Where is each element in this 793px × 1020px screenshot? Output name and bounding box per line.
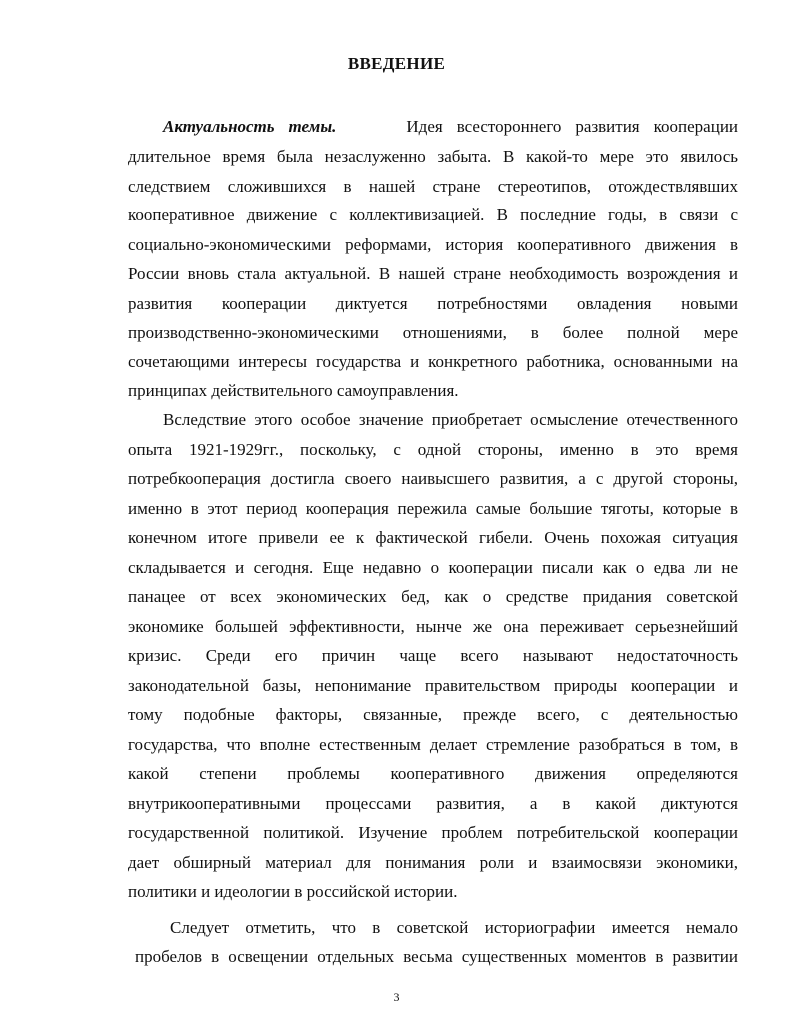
text-line: России вновь стала актуальной. В нашей стране необходимость возрождения и — [128, 264, 738, 283]
text-line: экономике большей эффективности, нынче же она переживает серьезнейший — [128, 617, 738, 636]
text-line: Вследствие этого особое значение приобретает осмысление отечественного — [163, 410, 738, 429]
text-line: Идея всестороннего развития кооперации — [406, 117, 739, 136]
page-number: 3 — [393, 990, 400, 1004]
page-title: ВВЕДЕНИЕ — [347, 54, 446, 73]
text-line: опыта 1921-1929гг., поскольку, с одной стороны, именно в это время — [128, 440, 738, 459]
text-line: какой степени проблемы кооперативного движения определяются — [128, 764, 738, 783]
paragraph-1-line-1 — [163, 117, 738, 137]
text-line: следствием сложившихся в нашей стране стереотипов, отождествлявших — [128, 177, 738, 196]
text-line: сочетающими интересы государства и конкретного работника, основанными на — [128, 352, 738, 371]
text-line: производственно-экономическими отношениями, в более полной мере — [128, 323, 738, 342]
text-line: принципах действительного самоуправления. — [128, 381, 459, 400]
text-line: тому подобные факторы, связанные, прежде всего, с деятельностью — [128, 705, 738, 724]
paragraph-lead: Актуальность темы. — [163, 117, 337, 136]
text-line: Следует отметить, что в советской историографии имеется немало — [170, 918, 738, 937]
text-line: длительное время была незаслуженно забыта. В какой-то мере это явилось — [128, 147, 738, 166]
text-line: развития кооперации диктуется потребностями овладения новыми — [128, 294, 738, 313]
text-line: кооперативное движение с коллективизацией. В последние годы, в связи с — [128, 205, 738, 224]
text-line: государства, что вполне естественным делает стремление разобраться в том, в — [128, 735, 738, 754]
text-line: законодательной базы, непонимание правительством природы кооперации и — [128, 676, 738, 695]
text-line: государственной политикой. Изучение проблем потребительской кооперации — [128, 823, 738, 842]
text-line: политики и идеологии в российской истории. — [128, 882, 458, 901]
text-line: складывается и сегодня. Еще недавно о кооперации писали как о едва ли не — [128, 558, 738, 577]
text-line: социально-экономическими реформами, история кооперативного движения в — [128, 235, 738, 254]
text-line: конечном итоге привели ее к фактической гибели. Очень похожая ситуация — [128, 528, 738, 547]
text-line: потребкооперация достигла своего наивысшего развития, а с другой стороны, — [128, 469, 738, 488]
text-line: панацее от всех экономических бед, как о средстве придания советской — [128, 587, 738, 606]
text-line: внутрикооперативными процессами развития, а в какой диктуются — [128, 794, 738, 813]
text-line: именно в этот период кооперация пережила самые большие тяготы, которые в — [128, 499, 738, 518]
text-line: пробелов в освещении отдельных весьма существенных моментов в развитии — [135, 947, 738, 966]
text-line: кризис. Среди его причин чаще всего называют недостаточность — [128, 646, 738, 665]
text-line: дает обширный материал для понимания роли и взаимосвязи экономики, — [128, 853, 738, 872]
